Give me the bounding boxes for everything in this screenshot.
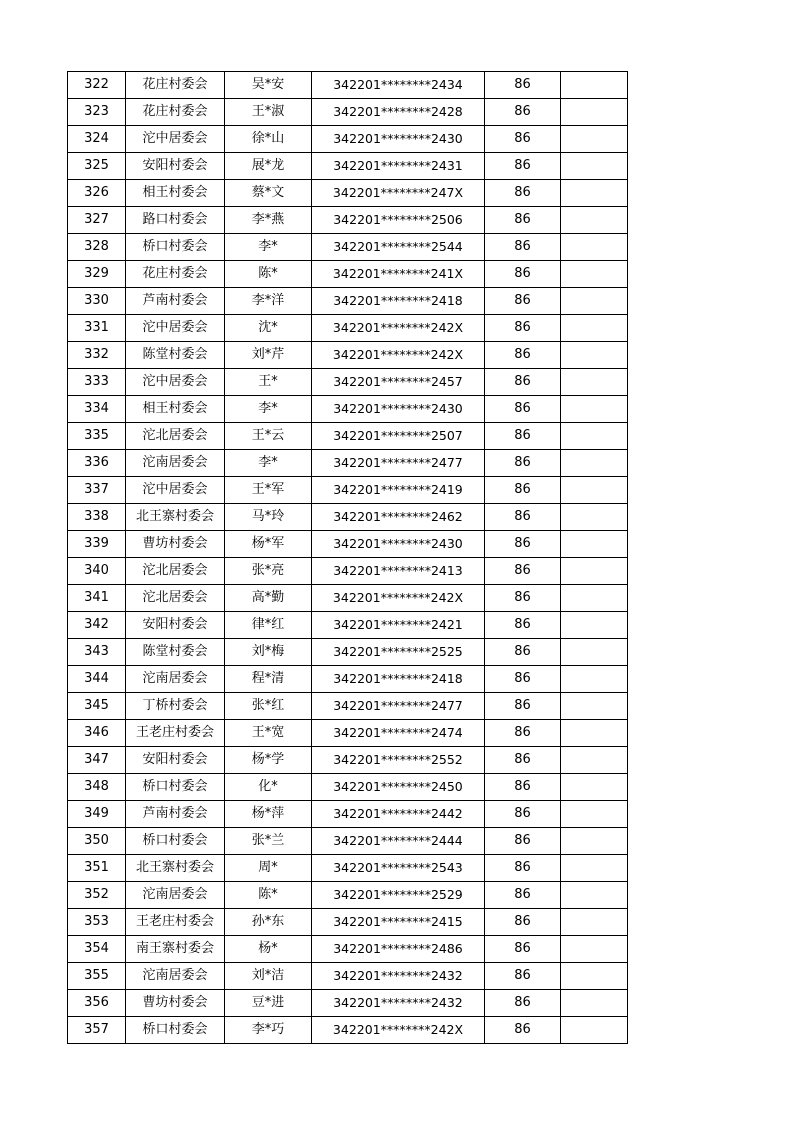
- score-cell: 86: [485, 450, 561, 477]
- remark-cell: [561, 153, 628, 180]
- id-number-cell: 342201********2474: [312, 720, 485, 747]
- table-row: [68, 558, 628, 585]
- row-number-cell: 333: [68, 369, 126, 396]
- remark-cell: [561, 612, 628, 639]
- person-name-cell: 张*红: [225, 693, 312, 720]
- person-name-cell: 王*云: [225, 423, 312, 450]
- score-cell: 86: [485, 936, 561, 963]
- score-cell: 86: [485, 909, 561, 936]
- table-row: [68, 369, 628, 396]
- table-row: [68, 909, 628, 936]
- id-number-cell: 342201********2418: [312, 666, 485, 693]
- person-name-cell: 律*红: [225, 612, 312, 639]
- table-row: [68, 234, 628, 261]
- table-row: [68, 693, 628, 720]
- score-cell: 86: [485, 315, 561, 342]
- person-name-cell: 吴*安: [225, 72, 312, 99]
- row-number-cell: 331: [68, 315, 126, 342]
- id-number-cell: 342201********2415: [312, 909, 485, 936]
- row-number-cell: 344: [68, 666, 126, 693]
- table-row: [68, 531, 628, 558]
- village-committee-cell: 相王村委会: [126, 180, 225, 207]
- village-committee-cell: 沱南居委会: [126, 963, 225, 990]
- table-row: [68, 1017, 628, 1044]
- table-row: [68, 477, 628, 504]
- id-number-cell: 342201********2432: [312, 963, 485, 990]
- id-number-cell: 342201********2552: [312, 747, 485, 774]
- village-committee-cell: 沱北居委会: [126, 423, 225, 450]
- remark-cell: [561, 504, 628, 531]
- score-cell: 86: [485, 990, 561, 1017]
- table-row: [68, 126, 628, 153]
- remark-cell: [561, 234, 628, 261]
- id-number-cell: 342201********241X: [312, 261, 485, 288]
- village-committee-cell: 陈堂村委会: [126, 639, 225, 666]
- person-name-cell: 王*宽: [225, 720, 312, 747]
- row-number-cell: 342: [68, 612, 126, 639]
- row-number-cell: 328: [68, 234, 126, 261]
- table-row: [68, 666, 628, 693]
- remark-cell: [561, 423, 628, 450]
- village-committee-cell: 沱中居委会: [126, 369, 225, 396]
- person-name-cell: 马*玲: [225, 504, 312, 531]
- person-name-cell: 李*燕: [225, 207, 312, 234]
- person-name-cell: 蔡*文: [225, 180, 312, 207]
- score-cell: 86: [485, 963, 561, 990]
- id-number-cell: 342201********2525: [312, 639, 485, 666]
- person-name-cell: 刘*梅: [225, 639, 312, 666]
- person-name-cell: 孙*东: [225, 909, 312, 936]
- id-number-cell: 342201********2430: [312, 531, 485, 558]
- table-row: [68, 774, 628, 801]
- row-number-cell: 335: [68, 423, 126, 450]
- row-number-cell: 355: [68, 963, 126, 990]
- row-number-cell: 330: [68, 288, 126, 315]
- table-row: [68, 288, 628, 315]
- id-number-cell: 342201********2543: [312, 855, 485, 882]
- id-number-cell: 342201********2421: [312, 612, 485, 639]
- village-committee-cell: 桥口村委会: [126, 234, 225, 261]
- remark-cell: [561, 531, 628, 558]
- remark-cell: [561, 747, 628, 774]
- remark-cell: [561, 801, 628, 828]
- remark-cell: [561, 882, 628, 909]
- person-name-cell: 周*: [225, 855, 312, 882]
- score-cell: 86: [485, 585, 561, 612]
- remark-cell: [561, 477, 628, 504]
- row-number-cell: 339: [68, 531, 126, 558]
- row-number-cell: 354: [68, 936, 126, 963]
- remark-cell: [561, 774, 628, 801]
- id-number-cell: 342201********242X: [312, 342, 485, 369]
- row-number-cell: 336: [68, 450, 126, 477]
- village-committee-cell: 丁桥村委会: [126, 693, 225, 720]
- roster-table: [67, 71, 628, 1044]
- person-name-cell: 徐*山: [225, 126, 312, 153]
- score-cell: 86: [485, 207, 561, 234]
- score-cell: 86: [485, 639, 561, 666]
- row-number-cell: 329: [68, 261, 126, 288]
- person-name-cell: 杨*军: [225, 531, 312, 558]
- person-name-cell: 豆*进: [225, 990, 312, 1017]
- row-number-cell: 326: [68, 180, 126, 207]
- table-row: [68, 747, 628, 774]
- score-cell: 86: [485, 396, 561, 423]
- id-number-cell: 342201********2477: [312, 450, 485, 477]
- table-row: [68, 936, 628, 963]
- row-number-cell: 357: [68, 1017, 126, 1044]
- id-number-cell: 342201********242X: [312, 315, 485, 342]
- table-row: [68, 963, 628, 990]
- village-committee-cell: 沱南居委会: [126, 882, 225, 909]
- score-cell: 86: [485, 693, 561, 720]
- remark-cell: [561, 180, 628, 207]
- score-cell: 86: [485, 828, 561, 855]
- village-committee-cell: 花庄村委会: [126, 99, 225, 126]
- remark-cell: [561, 990, 628, 1017]
- score-cell: 86: [485, 126, 561, 153]
- village-committee-cell: 安阳村委会: [126, 612, 225, 639]
- person-name-cell: 张*兰: [225, 828, 312, 855]
- remark-cell: [561, 450, 628, 477]
- id-number-cell: 342201********2432: [312, 990, 485, 1017]
- village-committee-cell: 曹坊村委会: [126, 990, 225, 1017]
- village-committee-cell: 王老庄村委会: [126, 720, 225, 747]
- person-name-cell: 李*巧: [225, 1017, 312, 1044]
- remark-cell: [561, 828, 628, 855]
- row-number-cell: 351: [68, 855, 126, 882]
- table-row: [68, 585, 628, 612]
- score-cell: 86: [485, 612, 561, 639]
- remark-cell: [561, 207, 628, 234]
- row-number-cell: 348: [68, 774, 126, 801]
- village-committee-cell: 沱中居委会: [126, 477, 225, 504]
- village-committee-cell: 沱南居委会: [126, 666, 225, 693]
- person-name-cell: 杨*: [225, 936, 312, 963]
- row-number-cell: 353: [68, 909, 126, 936]
- village-committee-cell: 安阳村委会: [126, 153, 225, 180]
- id-number-cell: 342201********2419: [312, 477, 485, 504]
- person-name-cell: 展*龙: [225, 153, 312, 180]
- remark-cell: [561, 72, 628, 99]
- row-number-cell: 343: [68, 639, 126, 666]
- score-cell: 86: [485, 558, 561, 585]
- remark-cell: [561, 936, 628, 963]
- village-committee-cell: 南王寨村委会: [126, 936, 225, 963]
- remark-cell: [561, 288, 628, 315]
- village-committee-cell: 芦南村委会: [126, 288, 225, 315]
- roster-body: [68, 72, 628, 1044]
- village-committee-cell: 相王村委会: [126, 396, 225, 423]
- table-row: [68, 261, 628, 288]
- row-number-cell: 350: [68, 828, 126, 855]
- village-committee-cell: 沱南居委会: [126, 450, 225, 477]
- row-number-cell: 322: [68, 72, 126, 99]
- row-number-cell: 325: [68, 153, 126, 180]
- id-number-cell: 342201********2442: [312, 801, 485, 828]
- score-cell: 86: [485, 882, 561, 909]
- village-committee-cell: 沱北居委会: [126, 585, 225, 612]
- score-cell: 86: [485, 855, 561, 882]
- table-row: [68, 639, 628, 666]
- remark-cell: [561, 342, 628, 369]
- score-cell: 86: [485, 99, 561, 126]
- row-number-cell: 352: [68, 882, 126, 909]
- row-number-cell: 356: [68, 990, 126, 1017]
- village-committee-cell: 沱中居委会: [126, 315, 225, 342]
- person-name-cell: 刘*洁: [225, 963, 312, 990]
- id-number-cell: 342201********2428: [312, 99, 485, 126]
- id-number-cell: 342201********2444: [312, 828, 485, 855]
- row-number-cell: 338: [68, 504, 126, 531]
- person-name-cell: 张*亮: [225, 558, 312, 585]
- remark-cell: [561, 585, 628, 612]
- person-name-cell: 李*: [225, 234, 312, 261]
- remark-cell: [561, 909, 628, 936]
- remark-cell: [561, 666, 628, 693]
- row-number-cell: 323: [68, 99, 126, 126]
- person-name-cell: 王*军: [225, 477, 312, 504]
- id-number-cell: 342201********2434: [312, 72, 485, 99]
- score-cell: 86: [485, 180, 561, 207]
- remark-cell: [561, 315, 628, 342]
- village-committee-cell: 陈堂村委会: [126, 342, 225, 369]
- remark-cell: [561, 261, 628, 288]
- person-name-cell: 陈*: [225, 261, 312, 288]
- row-number-cell: 334: [68, 396, 126, 423]
- id-number-cell: 342201********2430: [312, 396, 485, 423]
- village-committee-cell: 沱中居委会: [126, 126, 225, 153]
- person-name-cell: 沈*: [225, 315, 312, 342]
- village-committee-cell: 芦南村委会: [126, 801, 225, 828]
- table-row: [68, 153, 628, 180]
- table-row: [68, 423, 628, 450]
- village-committee-cell: 桥口村委会: [126, 1017, 225, 1044]
- table-row: [68, 720, 628, 747]
- village-committee-cell: 安阳村委会: [126, 747, 225, 774]
- person-name-cell: 杨*学: [225, 747, 312, 774]
- remark-cell: [561, 369, 628, 396]
- remark-cell: [561, 720, 628, 747]
- score-cell: 86: [485, 1017, 561, 1044]
- table-row: [68, 855, 628, 882]
- row-number-cell: 347: [68, 747, 126, 774]
- person-name-cell: 高*勤: [225, 585, 312, 612]
- person-name-cell: 杨*萍: [225, 801, 312, 828]
- table-row: [68, 990, 628, 1017]
- table-row: [68, 99, 628, 126]
- table-row: [68, 72, 628, 99]
- row-number-cell: 340: [68, 558, 126, 585]
- row-number-cell: 341: [68, 585, 126, 612]
- id-number-cell: 342201********2430: [312, 126, 485, 153]
- row-number-cell: 332: [68, 342, 126, 369]
- remark-cell: [561, 558, 628, 585]
- score-cell: 86: [485, 72, 561, 99]
- id-number-cell: 342201********2457: [312, 369, 485, 396]
- remark-cell: [561, 99, 628, 126]
- id-number-cell: 342201********2506: [312, 207, 485, 234]
- score-cell: 86: [485, 153, 561, 180]
- id-number-cell: 342201********2431: [312, 153, 485, 180]
- row-number-cell: 327: [68, 207, 126, 234]
- table-row: [68, 315, 628, 342]
- remark-cell: [561, 855, 628, 882]
- id-number-cell: 342201********2462: [312, 504, 485, 531]
- score-cell: 86: [485, 720, 561, 747]
- id-number-cell: 342201********2477: [312, 693, 485, 720]
- id-number-cell: 342201********2413: [312, 558, 485, 585]
- id-number-cell: 342201********2418: [312, 288, 485, 315]
- table-row: [68, 504, 628, 531]
- person-name-cell: 李*: [225, 396, 312, 423]
- village-committee-cell: 沱北居委会: [126, 558, 225, 585]
- table-row: [68, 342, 628, 369]
- id-number-cell: 342201********2486: [312, 936, 485, 963]
- remark-cell: [561, 126, 628, 153]
- score-cell: 86: [485, 342, 561, 369]
- row-number-cell: 337: [68, 477, 126, 504]
- table-row: [68, 396, 628, 423]
- score-cell: 86: [485, 747, 561, 774]
- score-cell: 86: [485, 801, 561, 828]
- village-committee-cell: 桥口村委会: [126, 774, 225, 801]
- id-number-cell: 342201********247X: [312, 180, 485, 207]
- id-number-cell: 342201********2529: [312, 882, 485, 909]
- row-number-cell: 324: [68, 126, 126, 153]
- score-cell: 86: [485, 423, 561, 450]
- village-committee-cell: 北王寨村委会: [126, 504, 225, 531]
- person-name-cell: 李*: [225, 450, 312, 477]
- score-cell: 86: [485, 288, 561, 315]
- village-committee-cell: 花庄村委会: [126, 261, 225, 288]
- score-cell: 86: [485, 477, 561, 504]
- remark-cell: [561, 963, 628, 990]
- person-name-cell: 王*淑: [225, 99, 312, 126]
- person-name-cell: 陈*: [225, 882, 312, 909]
- row-number-cell: 349: [68, 801, 126, 828]
- row-number-cell: 346: [68, 720, 126, 747]
- id-number-cell: 342201********2507: [312, 423, 485, 450]
- score-cell: 86: [485, 504, 561, 531]
- village-committee-cell: 路口村委会: [126, 207, 225, 234]
- score-cell: 86: [485, 666, 561, 693]
- score-cell: 86: [485, 369, 561, 396]
- table-row: [68, 207, 628, 234]
- person-name-cell: 化*: [225, 774, 312, 801]
- village-committee-cell: 花庄村委会: [126, 72, 225, 99]
- remark-cell: [561, 1017, 628, 1044]
- person-name-cell: 李*洋: [225, 288, 312, 315]
- remark-cell: [561, 693, 628, 720]
- id-number-cell: 342201********2450: [312, 774, 485, 801]
- row-number-cell: 345: [68, 693, 126, 720]
- remark-cell: [561, 396, 628, 423]
- score-cell: 86: [485, 774, 561, 801]
- table-row: [68, 828, 628, 855]
- score-cell: 86: [485, 234, 561, 261]
- id-number-cell: 342201********242X: [312, 585, 485, 612]
- person-name-cell: 程*清: [225, 666, 312, 693]
- person-name-cell: 王*: [225, 369, 312, 396]
- score-cell: 86: [485, 261, 561, 288]
- id-number-cell: 342201********242X: [312, 1017, 485, 1044]
- remark-cell: [561, 639, 628, 666]
- id-number-cell: 342201********2544: [312, 234, 485, 261]
- village-committee-cell: 北王寨村委会: [126, 855, 225, 882]
- table-row: [68, 180, 628, 207]
- village-committee-cell: 桥口村委会: [126, 828, 225, 855]
- table-row: [68, 801, 628, 828]
- village-committee-cell: 曹坊村委会: [126, 531, 225, 558]
- table-row: [68, 612, 628, 639]
- village-committee-cell: 王老庄村委会: [126, 909, 225, 936]
- table-row: [68, 450, 628, 477]
- person-name-cell: 刘*芹: [225, 342, 312, 369]
- score-cell: 86: [485, 531, 561, 558]
- table-row: [68, 882, 628, 909]
